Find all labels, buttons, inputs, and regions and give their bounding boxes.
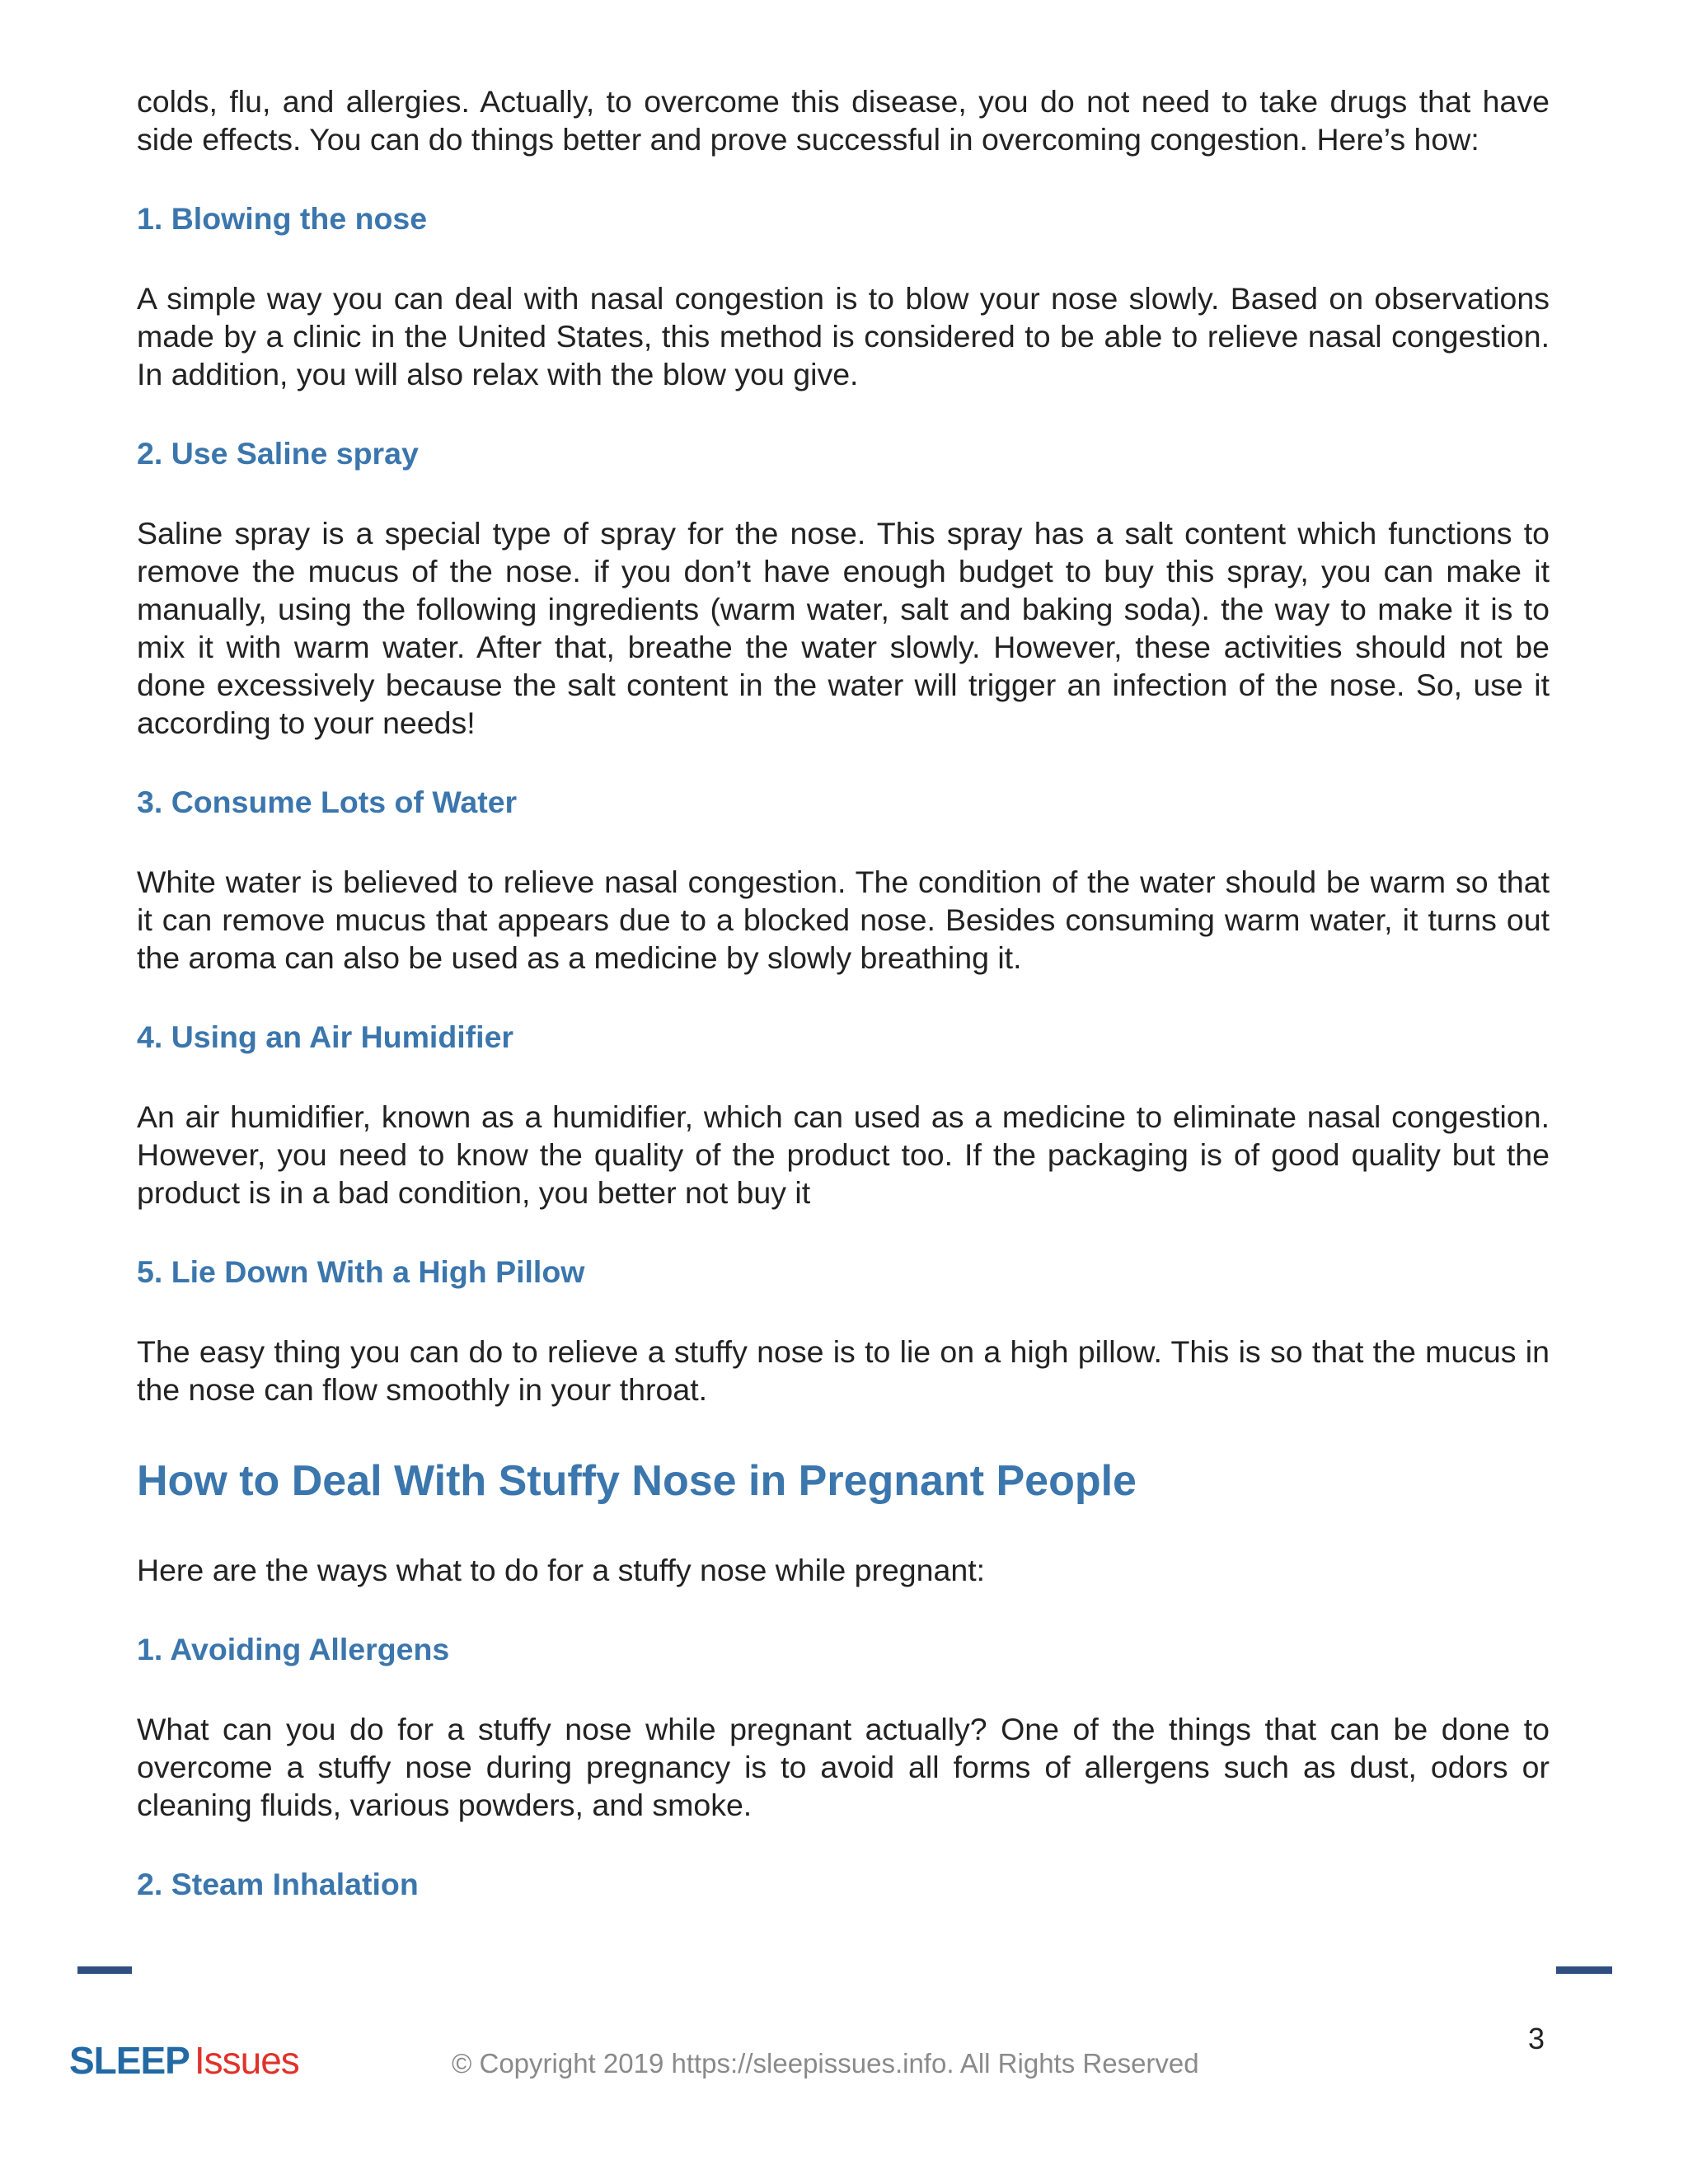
- sleep-issues-logo: [69, 2037, 299, 2083]
- logo-sleep-text: SLEEP: [69, 2039, 190, 2082]
- footer-divider-left: [77, 1966, 132, 1974]
- footer-divider-right: [1556, 1966, 1612, 1974]
- page-content: [137, 82, 1550, 1903]
- copyright-notice: © Copyright 2019 https://sleepissues.info. All Rights Reserved: [452, 2048, 1199, 2079]
- page-number: 3: [1528, 2022, 1545, 2055]
- logo-issues-text: Issues: [194, 2039, 299, 2082]
- section-body-high-pillow: The easy thing you can do to relieve a stuffy nose is to lie on a high pillow. This is so that the mucus in the nose can flow smoothly in your throat.: [137, 1334, 1550, 1407]
- section-heading-blowing-nose: 1. Blowing the nose: [137, 201, 428, 236]
- section-body-saline-spray: Saline spray is a special type of spray for the nose. This spray has a salt content which functions to remove the mucus of the nose. if you don’t have enough budget to buy this spray, you can make it manually, using the following ingredients (warm water, salt and baking soda). the way to make it is to mix it with warm water. After that, breathe the water slowly. However, these activities should not be done excessively because the salt content in the water will trigger an infection of the nose. So, use it according to your needs!: [137, 516, 1550, 740]
- section-body-consume-water: White water is believed to relieve nasal congestion. The condition of the water should be warm so that it can remove mucus that appears due to a blocked nose. Besides consuming warm water, it turns out the aroma can also be used as a medicine by slowly breathing it.: [137, 865, 1550, 975]
- intro-paragraph: colds, flu, and allergies. Actually, to overcome this disease, you do not need to take drugs that have side effects. You can do things better and prove successful in overcoming congestion. Here’s how:: [137, 84, 1550, 157]
- section-heading-air-humidifier: 4. Using an Air Humidifier: [137, 1019, 514, 1054]
- section-heading-consume-water: 3. Consume Lots of Water: [137, 785, 518, 819]
- section-body-avoiding-allergens: What can you do for a stuffy nose while pregnant actually? One of the things that can be done to overcome a stuffy nose during pregnancy is to avoid all forms of allergens such as dust, odors or cleaning fluids, various powders, and smoke.: [137, 1712, 1550, 1822]
- section-heading-steam-inhalation: 2. Steam Inhalation: [137, 1867, 419, 1901]
- section-heading-avoiding-allergens: 1. Avoiding Allergens: [137, 1632, 450, 1666]
- section-body-air-humidifier: An air humidifier, known as a humidifier, which can used as a medicine to eliminate nasal congestion. However, you need to know the quality of the product too. If the packaging is of good quality but the product is in a bad condition, you better not buy it: [137, 1099, 1550, 1210]
- pregnant-intro-paragraph: Here are the ways what to do for a stuffy nose while pregnant:: [137, 1553, 986, 1587]
- section-heading-saline-spray: 2. Use Saline spray: [137, 436, 419, 471]
- pregnant-section-title: How to Deal With Stuffy Nose in Pregnant People: [137, 1457, 1137, 1505]
- section-heading-high-pillow: 5. Lie Down With a High Pillow: [137, 1254, 585, 1289]
- section-body-blowing-nose: A simple way you can deal with nasal congestion is to blow your nose slowly. Based on observations made by a clinic in the United States, this method is considered to be able to relieve nasal congestion. In addition, you will also relax with the blow you give.: [137, 281, 1550, 391]
